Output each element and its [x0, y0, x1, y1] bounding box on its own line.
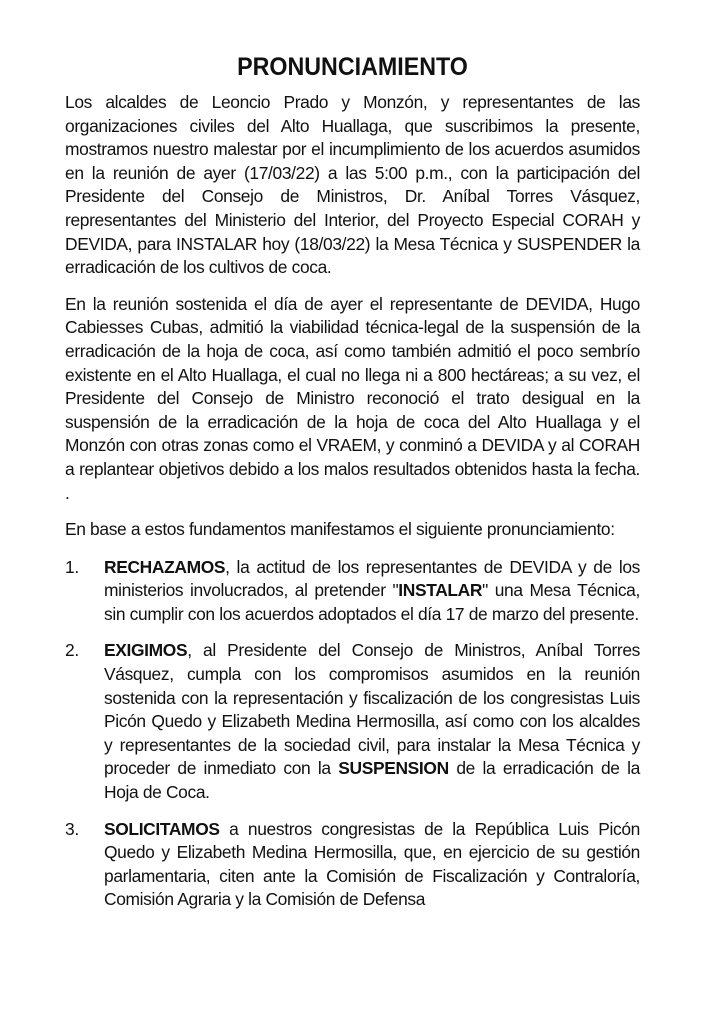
paragraph-meeting: En la reunión sostenida el día de ayer el representante de DEVIDA, Hugo Cabiesses Cubas, admitió la viabilidad técnica-legal de la suspensión de la erradicación de la hoja de coca, así como también admitió el poco sembrío existente en el Alto Huallaga, el cual no llega ni a 800 hectáreas; a su vez, el Presidente del Consejo de Ministro reconoció el trato desigual en la suspensión de la erradicación de la hoja de coca del Alto Huallaga y el Monzón con otras zonas como el VRAEM, y conminó a DEVIDA y al CORAH a replantear objetivos debido a los malos resultados obtenidos hasta la fecha. .: [65, 293, 640, 503]
item-text: , la actitud de los representantes de DEVIDA y de los ministerios involucrados, al pretender ": [104, 556, 640, 601]
pronouncement-list: [65, 556, 640, 912]
item-lead: SOLICITAMOS: [104, 818, 220, 839]
paragraph-intro: Los alcaldes de Leoncio Prado y Monzón, y representantes de las organizaciones civiles del Alto Huallaga, que suscribimos la presente, mostramos nuestro malestar por el incumplimiento de los acuerdos asumidos en la reunión de ayer (17/03/22) a las 5:00 p.m., con la participación del Presidente del Consejo de Ministros, Dr. Aníbal Torres Vásquez, representantes del Ministerio del Interior, del Proyecto Especial CORAH y DEVIDA, para INSTALAR hoy (18/03/22) la Mesa Técnica y SUSPENDER la erradicación de los cultivos de coca.: [65, 92, 640, 278]
paragraph-basis: En base a estos fundamentos manifestamos el siguiente pronunciamiento:: [65, 519, 615, 540]
item-text: , al Presidente del Consejo de Ministros, Aníbal Torres Vásquez, cumpla con los compromisos asumidos en la reunión sostenida con la representación y fiscalización de los congresistas Luis Picón Quedo y Elizabeth Medina Hermosilla, así como con los alcaldes y representantes de la sociedad civil, para instalar la Mesa Técnica y proceder de inmediato con la: [104, 640, 640, 779]
list-item: [65, 556, 640, 627]
item-text-end: de la erradicación de la Hoja de Coca.: [104, 758, 641, 803]
document-title: PRONUNCIAMIENTO: [237, 53, 468, 81]
item-lead: EXIGIMOS: [104, 640, 188, 661]
item-number: 3.: [65, 818, 79, 839]
item-number: 2.: [65, 640, 79, 661]
item-emphasis: INSTALAR: [398, 580, 483, 601]
item-number: 1.: [65, 556, 79, 577]
list-item: [65, 639, 640, 804]
item-emphasis: SUSPENSION: [338, 758, 449, 779]
item-lead: RECHAZAMOS: [104, 556, 226, 577]
document-page: [65, 0, 640, 925]
item-text-end: " una Mesa Técnica, sin cumplir con los acuerdos adoptados el día 17 de marzo del presente.: [104, 580, 640, 624]
item-text: a nuestros congresistas de la República Luis Picón Quedo y Elizabeth Medina Hermosilla, que, en ejercicio de su gestión parlamentaria, citen ante la Comisión de Fiscalización y Contraloría, Comisión Agraria y la Comisión de Defensa: [104, 818, 640, 910]
list-item: [65, 818, 640, 912]
